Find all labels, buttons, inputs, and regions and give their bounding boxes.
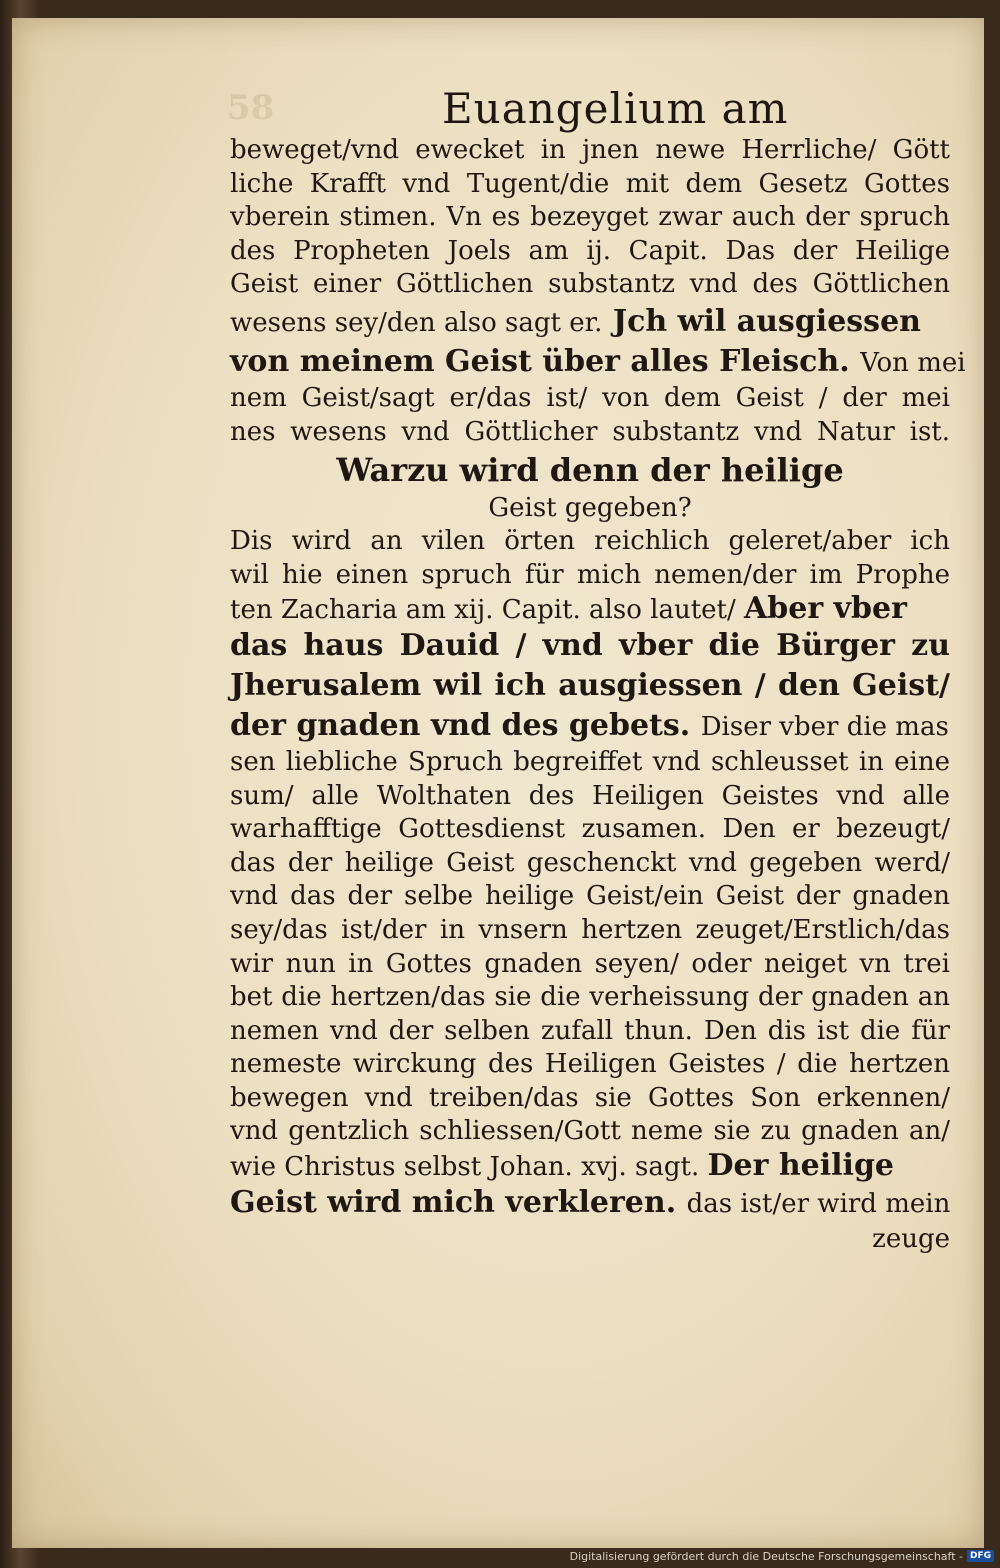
text-run: das ist/er wird mein [686, 1188, 951, 1219]
text-line: Jherusalem wil ich ausgiessen / den Geist/ [230, 667, 950, 703]
book-page [12, 18, 984, 1548]
text-line: nemen vnd der selben zufall thun. Den dis ist die für [230, 1015, 950, 1046]
emphasis-run: Jch wil ausgiessen [612, 303, 921, 339]
credit-text: Digitalisierung gefördert durch die Deutsche Forschungsgemeinschaft - [569, 1549, 963, 1563]
emphasis-run: der gnaden vnd des gebets. [230, 707, 691, 743]
catchword: zeuge [872, 1223, 950, 1254]
text-line: bet die hertzen/das sie die verheissung der gnaden an [230, 982, 950, 1013]
text-line: vnd gentzlich schliessen/Gott neme sie zu gnaden an/ [230, 1116, 950, 1147]
text-line: nem Geist/sagt er/das ist/ von dem Geist / der mei [230, 382, 950, 413]
body-text [230, 134, 966, 1256]
text-line: bewegen vnd treiben/das sie Gottes Son erkennen/ [230, 1082, 950, 1113]
text-line: das der heilige Geist geschenckt vnd gegeben werd/ [230, 847, 950, 878]
text-run: wie Christus selbst Johan. xvj. sagt. [230, 1152, 700, 1183]
text-line [230, 342, 966, 382]
text-line: vberein stimen. Vn es bezeyget zwar auch der spruch [230, 202, 950, 233]
section-subheading: Geist gegeben? [488, 493, 692, 524]
emphasis-run: Geist wird mich verkleren. [230, 1184, 677, 1220]
text-line [230, 302, 950, 342]
text-line: warhafftige Gottesdienst zusamen. Den er bezeugt/ [230, 814, 950, 845]
text-line [230, 592, 950, 626]
text-line: liche Krafft vnd Tugent/die mit dem Gesetz Gottes [230, 168, 950, 199]
text-run: wesens sey/den also sagt er. [230, 307, 603, 338]
text-run: Diser vber die mas [700, 711, 949, 742]
emphasis-run: Der heilige [707, 1148, 895, 1184]
section-heading: Warzu wird denn der heilige [336, 451, 844, 490]
text-line [230, 1149, 950, 1183]
text-line: wir nun in Gottes gnaden seyen/ oder neiget vn trei [230, 948, 950, 979]
text-line: Geist einer Göttlichen substantz vnd des Göttlichen [230, 269, 950, 300]
text-line: beweget/vnd ewecket in jnen newe Herrliche/ Gött [230, 135, 950, 165]
text-line: sen liebliche Spruch begreiffet vnd schleusset in eine [230, 746, 950, 777]
page-number-bleed: 58 [227, 88, 275, 128]
text-line [230, 1183, 950, 1223]
emphasis-run: Aber vber [744, 591, 907, 627]
text-run: ten Zacharia am xij. Capit. also lautet/ [230, 595, 736, 626]
running-head: Euangelium am [442, 84, 789, 133]
text-line: das haus Dauid / vnd vber die Bürger zu [230, 627, 950, 663]
text-line: vnd das der selbe heilige Geist/ein Geist der gnaden [230, 881, 950, 912]
text-line: nemeste wirckung des Heiligen Geistes / die hertzen [230, 1049, 950, 1080]
text-run: Von mei [860, 347, 966, 378]
text-line: sum/ alle Wolthaten des Heiligen Geistes vnd alle [230, 780, 950, 811]
text-line [230, 706, 950, 746]
text-line: nes wesens vnd Göttlicher substantz vnd Natur ist. [230, 416, 950, 447]
digitization-credit [570, 1548, 994, 1564]
emphasis-run: von meinem Geist über alles Fleisch. [230, 343, 850, 379]
text-line: sey/das ist/der in vnsern hertzen zeuget/Erstlich/das [230, 914, 950, 945]
text-line: Dis wird an vilen örten reichlich geleret/aber ich [230, 526, 950, 557]
dfg-logo-icon: DFG [967, 1550, 994, 1562]
text-line: des Propheten Joels am ij. Capit. Das der Heilige [230, 235, 950, 266]
text-line: wil hie einen spruch für mich nemen/der im Prophe [230, 559, 950, 590]
